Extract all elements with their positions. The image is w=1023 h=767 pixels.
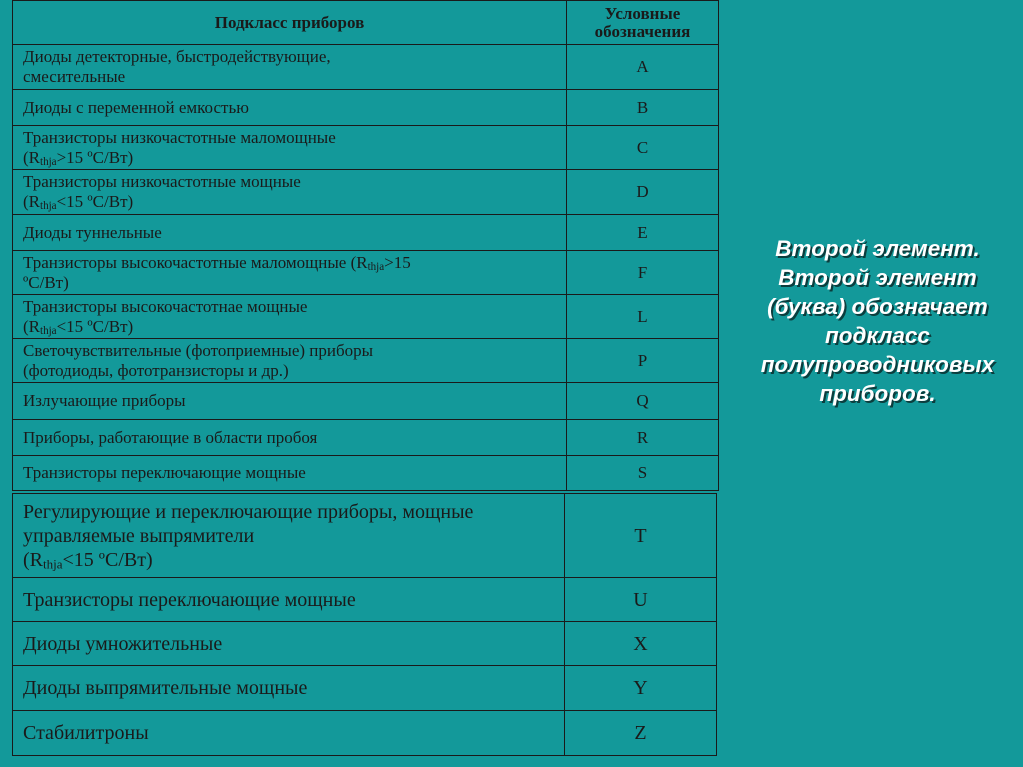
row-description: Транзисторы низкочастотные мощные ($R_{thja}<15$ ºС/Вт) (13, 170, 567, 215)
table-row (13, 622, 717, 666)
table-row (13, 420, 719, 456)
caption-line: Второй элемент (778, 265, 977, 290)
table-row (13, 578, 717, 622)
row-description: Диоды выпрямительные мощные (13, 666, 565, 711)
table-row (13, 666, 717, 711)
row-code: S (567, 456, 719, 491)
row-code: P (567, 339, 719, 383)
row-code: L (567, 295, 719, 339)
row-code: C (567, 126, 719, 170)
row-description: Транзисторы низкочастотные маломощные ($R_{thja}>15$ ºС/Вт) (13, 126, 567, 170)
row-code: U (565, 578, 717, 622)
caption-line: Второй элемент. (775, 236, 980, 261)
slide-caption (735, 234, 1020, 408)
table-row (13, 711, 717, 756)
table-row (13, 251, 719, 295)
row-code: Y (565, 666, 717, 711)
table-row (13, 383, 719, 420)
row-description: Диоды с переменной емкостью (13, 90, 567, 126)
header-symbol: Условные обозначения (567, 1, 719, 45)
caption-line: подкласс (825, 323, 930, 348)
row-description: Излучающие приборы (13, 383, 567, 420)
row-description: Стабилитроны (13, 711, 565, 756)
row-code: F (567, 251, 719, 295)
row-description: Приборы, работающие в области пробоя (13, 420, 567, 456)
table-row (13, 215, 719, 251)
device-subclass-table (12, 0, 719, 491)
table-row (13, 90, 719, 126)
row-description: Транзисторы переключающие мощные (13, 456, 567, 491)
table-row (13, 295, 719, 339)
row-code: Z (565, 711, 717, 756)
row-code: R (567, 420, 719, 456)
header-subclass: Подкласс приборов (13, 1, 567, 45)
row-description: Регулирующие и переключающие приборы, мощные управляемые выпрямители ($R_{thja}<15$ ºС/Вт) (13, 494, 565, 578)
table-row (13, 456, 719, 491)
row-description: Диоды детекторные, быстродействующие, смесительные (13, 45, 567, 90)
row-code: E (567, 215, 719, 251)
row-code: X (565, 622, 717, 666)
row-code: Q (567, 383, 719, 420)
row-description: Транзисторы высокочастотные маломощные ($R_{thja}>15$ ºС/Вт) (13, 251, 567, 295)
row-description: Транзисторы переключающие мощные (13, 578, 565, 622)
row-description: Светочувствительные (фотоприемные) приборы (фотодиоды, фототранзисторы и др.) (13, 339, 567, 383)
row-description: Транзисторы высокочастотнае мощные ($R_{thja}<15$ ºС/Вт) (13, 295, 567, 339)
table-row (13, 339, 719, 383)
table-row (13, 494, 717, 578)
table-row (13, 170, 719, 215)
caption-line: приборов. (819, 381, 936, 406)
caption-line: полупроводниковых (760, 352, 995, 377)
row-description: Диоды туннельные (13, 215, 567, 251)
table-header-row (13, 1, 719, 45)
table-row (13, 126, 719, 170)
row-code: T (565, 494, 717, 578)
caption-line: (буква) обозначает (767, 294, 988, 319)
row-description: Диоды умножительные (13, 622, 565, 666)
row-code: D (567, 170, 719, 215)
row-code: A (567, 45, 719, 90)
row-code: B (567, 90, 719, 126)
device-subclass-table-continued (12, 493, 717, 756)
table-row (13, 45, 719, 90)
